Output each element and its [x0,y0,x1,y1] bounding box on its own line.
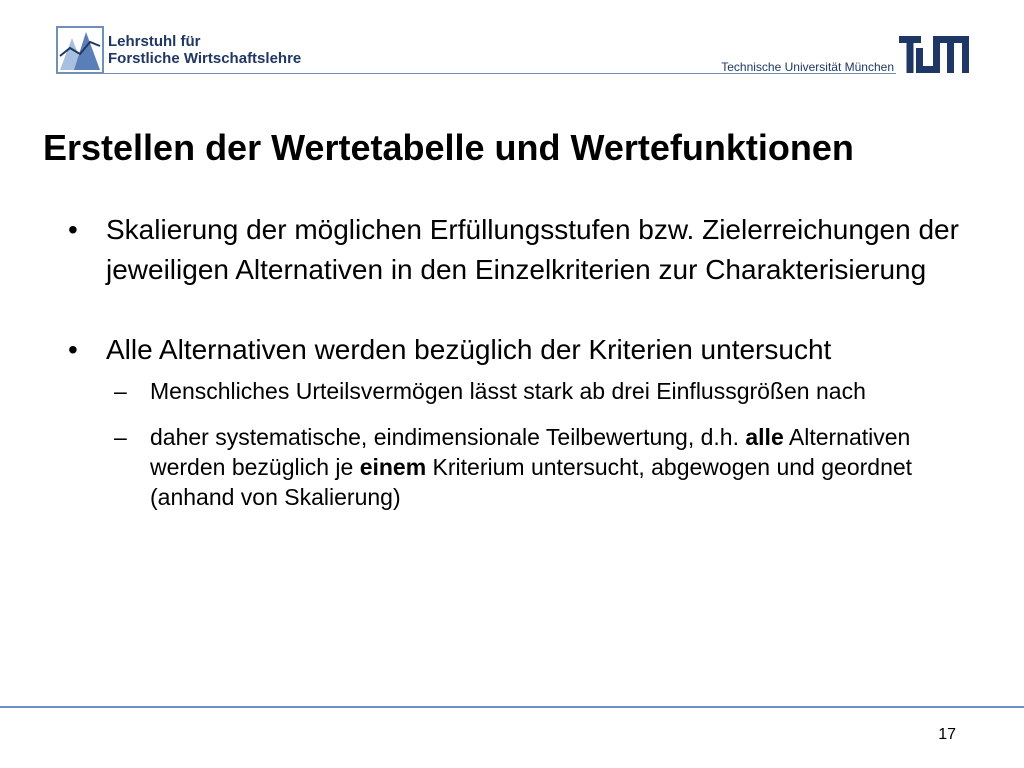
emphasis-text: einem [359,454,427,480]
page-number: 17 [938,726,956,743]
bullet-marker: • [68,334,78,365]
sub-bullet-marker: – [114,378,127,404]
slide-content [62,210,962,512]
bullet-text: Skalierung der möglichen Erfüllungsstufen bzw. Zielerreichungen der jeweiligen Alternativen in den Einzelkriterien zur Charakterisierung [106,214,959,285]
slide-title: Erstellen der Wertetabelle und Wertefunktionen [43,127,854,168]
sub-bullet-text [150,424,912,510]
footer-rule [0,706,1024,708]
text-segment: Kriterium untersucht, abgewogen und geordnet (anhand von Skalierung) [150,454,913,510]
emphasis-text: alle [745,424,784,450]
slide-header [0,0,1024,110]
chair-name-line2: Forstliche Wirtschaftslehre [108,50,302,67]
chair-logo-icon [56,26,104,74]
university-name: Technische Universität München [721,60,894,74]
bullet-text: Alle Alternativen werden bezüglich der Kriterien untersucht [106,334,832,365]
text-segment: Alternativen werden bezüglich je [150,424,911,480]
bullet-item [62,330,962,370]
text-segment: daher systematische, eindimensionale Teilbewertung, d.h. [150,424,746,450]
chair-name [108,33,301,67]
bullet-marker: • [68,214,78,245]
tum-logo-icon [899,36,969,73]
sub-bullet-text: Menschliches Urteilsvermögen lässt stark ab drei Einflussgrößen nach [150,378,866,404]
chair-name-line1: Lehrstuhl für [108,33,201,50]
bullet-item [62,210,962,290]
sub-bullet-item [62,422,962,512]
sub-bullet-item [62,376,962,406]
sub-bullet-marker: – [114,424,127,450]
